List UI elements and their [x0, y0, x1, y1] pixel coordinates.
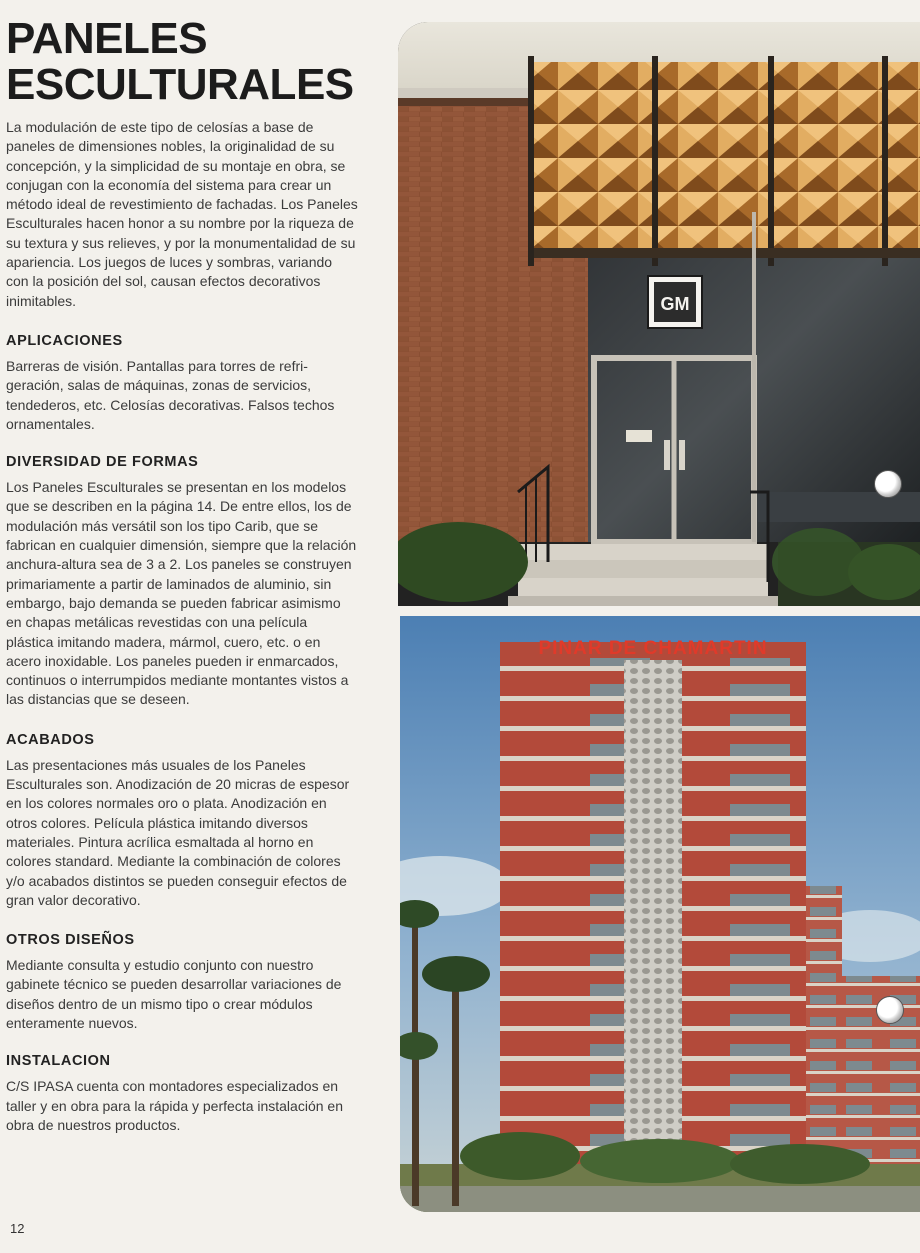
section-heading: INSTALACION — [6, 1053, 111, 1070]
section-body: Los Paneles Esculturales se presentan en los modelos que se describen en la página 14. De entre ellos, los de modulación más versátil son los tipo Carib, que se fabrican en cualquier dimensión, siempre que la relación anchura-altura sea de 3 a 2. Los paneles se construyen primariamente a partir de laminados de aluminio, sin embargo, bajo demanda se pueden fabricar asimismo en chapas metálicas revestidas con una película plástica imitando madera, mármol, cuero, etc. o en acero inoxidable. Los paneles pueden ir enmarcados, continuos o interrumpidos mediante montantes vistos a las distancias que se deseen. — [6, 479, 357, 708]
photo-storefront — [398, 22, 920, 606]
title-line-2: ESCULTURALES — [6, 60, 354, 109]
binder-hole — [876, 996, 904, 1024]
section-acabados — [6, 732, 358, 910]
intro-paragraph: La modulación de este tipo de celosías a base de paneles de dimensiones nobles, la originalidad de su concepción, y la simplicidad de su montaje en obra, se conjugan con la economía del sistema para crear un método ideal de revestimiento de fachadas. Los Paneles Esculturales hacen honor a su nombre por la riqueza de su textura y sus relieves, y por la monumentalidad de su apariencia. Los juegos de luces y sombras, variando con la posición del sol, causan efectos decorativos inimitables. — [6, 119, 358, 309]
section-body: Barreras de visión. Pantallas para torres de refri-geración, salas de máquinas, zonas de servicios, tendederos, etc. Celosías decorativas. Falsos techos ornamentales. — [6, 357, 335, 432]
binder-hole — [874, 470, 902, 498]
section-aplicaciones — [6, 333, 358, 434]
tower-illustration — [400, 616, 920, 1212]
page-title — [6, 16, 358, 108]
section-heading: APLICACIONES — [6, 332, 123, 349]
gm-sign-text: GM — [660, 294, 690, 314]
section-heading: DIVERSIDAD DE FORMAS — [6, 454, 199, 471]
storefront-illustration — [398, 22, 920, 606]
section-instalacion — [6, 1053, 358, 1135]
section-diversidad — [6, 454, 358, 710]
page-number: 12 — [10, 1221, 25, 1236]
section-body: C/S IPASA cuenta con montadores especializados en taller y en obra para la rápida y perfecta instalación en obra de nuestros productos. — [6, 1078, 343, 1133]
section-heading: ACABADOS — [6, 731, 95, 748]
building-sign-text: PINAR DE CHAMARTIN — [538, 638, 768, 659]
section-otros-disenos — [6, 932, 358, 1033]
section-body: Las presentaciones más usuales de los Paneles Esculturales son. Anodización de 20 micras de espesor en los colores normales oro o plata. Anodización en otros colores. Película plástica imitando diversos materiales. Pintura acrílica esmaltada al horno en colores standard. Mediante la combinación de colores y/o acabados distintos se pueden conseguir efectos de gran valor decorativo. — [6, 756, 350, 908]
photo-tower — [400, 616, 920, 1212]
text-column — [6, 16, 358, 1135]
section-heading: OTROS DISEÑOS — [6, 932, 135, 949]
section-body: Mediante consulta y estudio conjunto con nuestro gabinete técnico se pueden desarrollar variaciones de diseños dentro de un mismo tipo o crear módulos enteramente nuevos. — [6, 957, 342, 1031]
title-line-1: PANELES — [6, 14, 208, 63]
